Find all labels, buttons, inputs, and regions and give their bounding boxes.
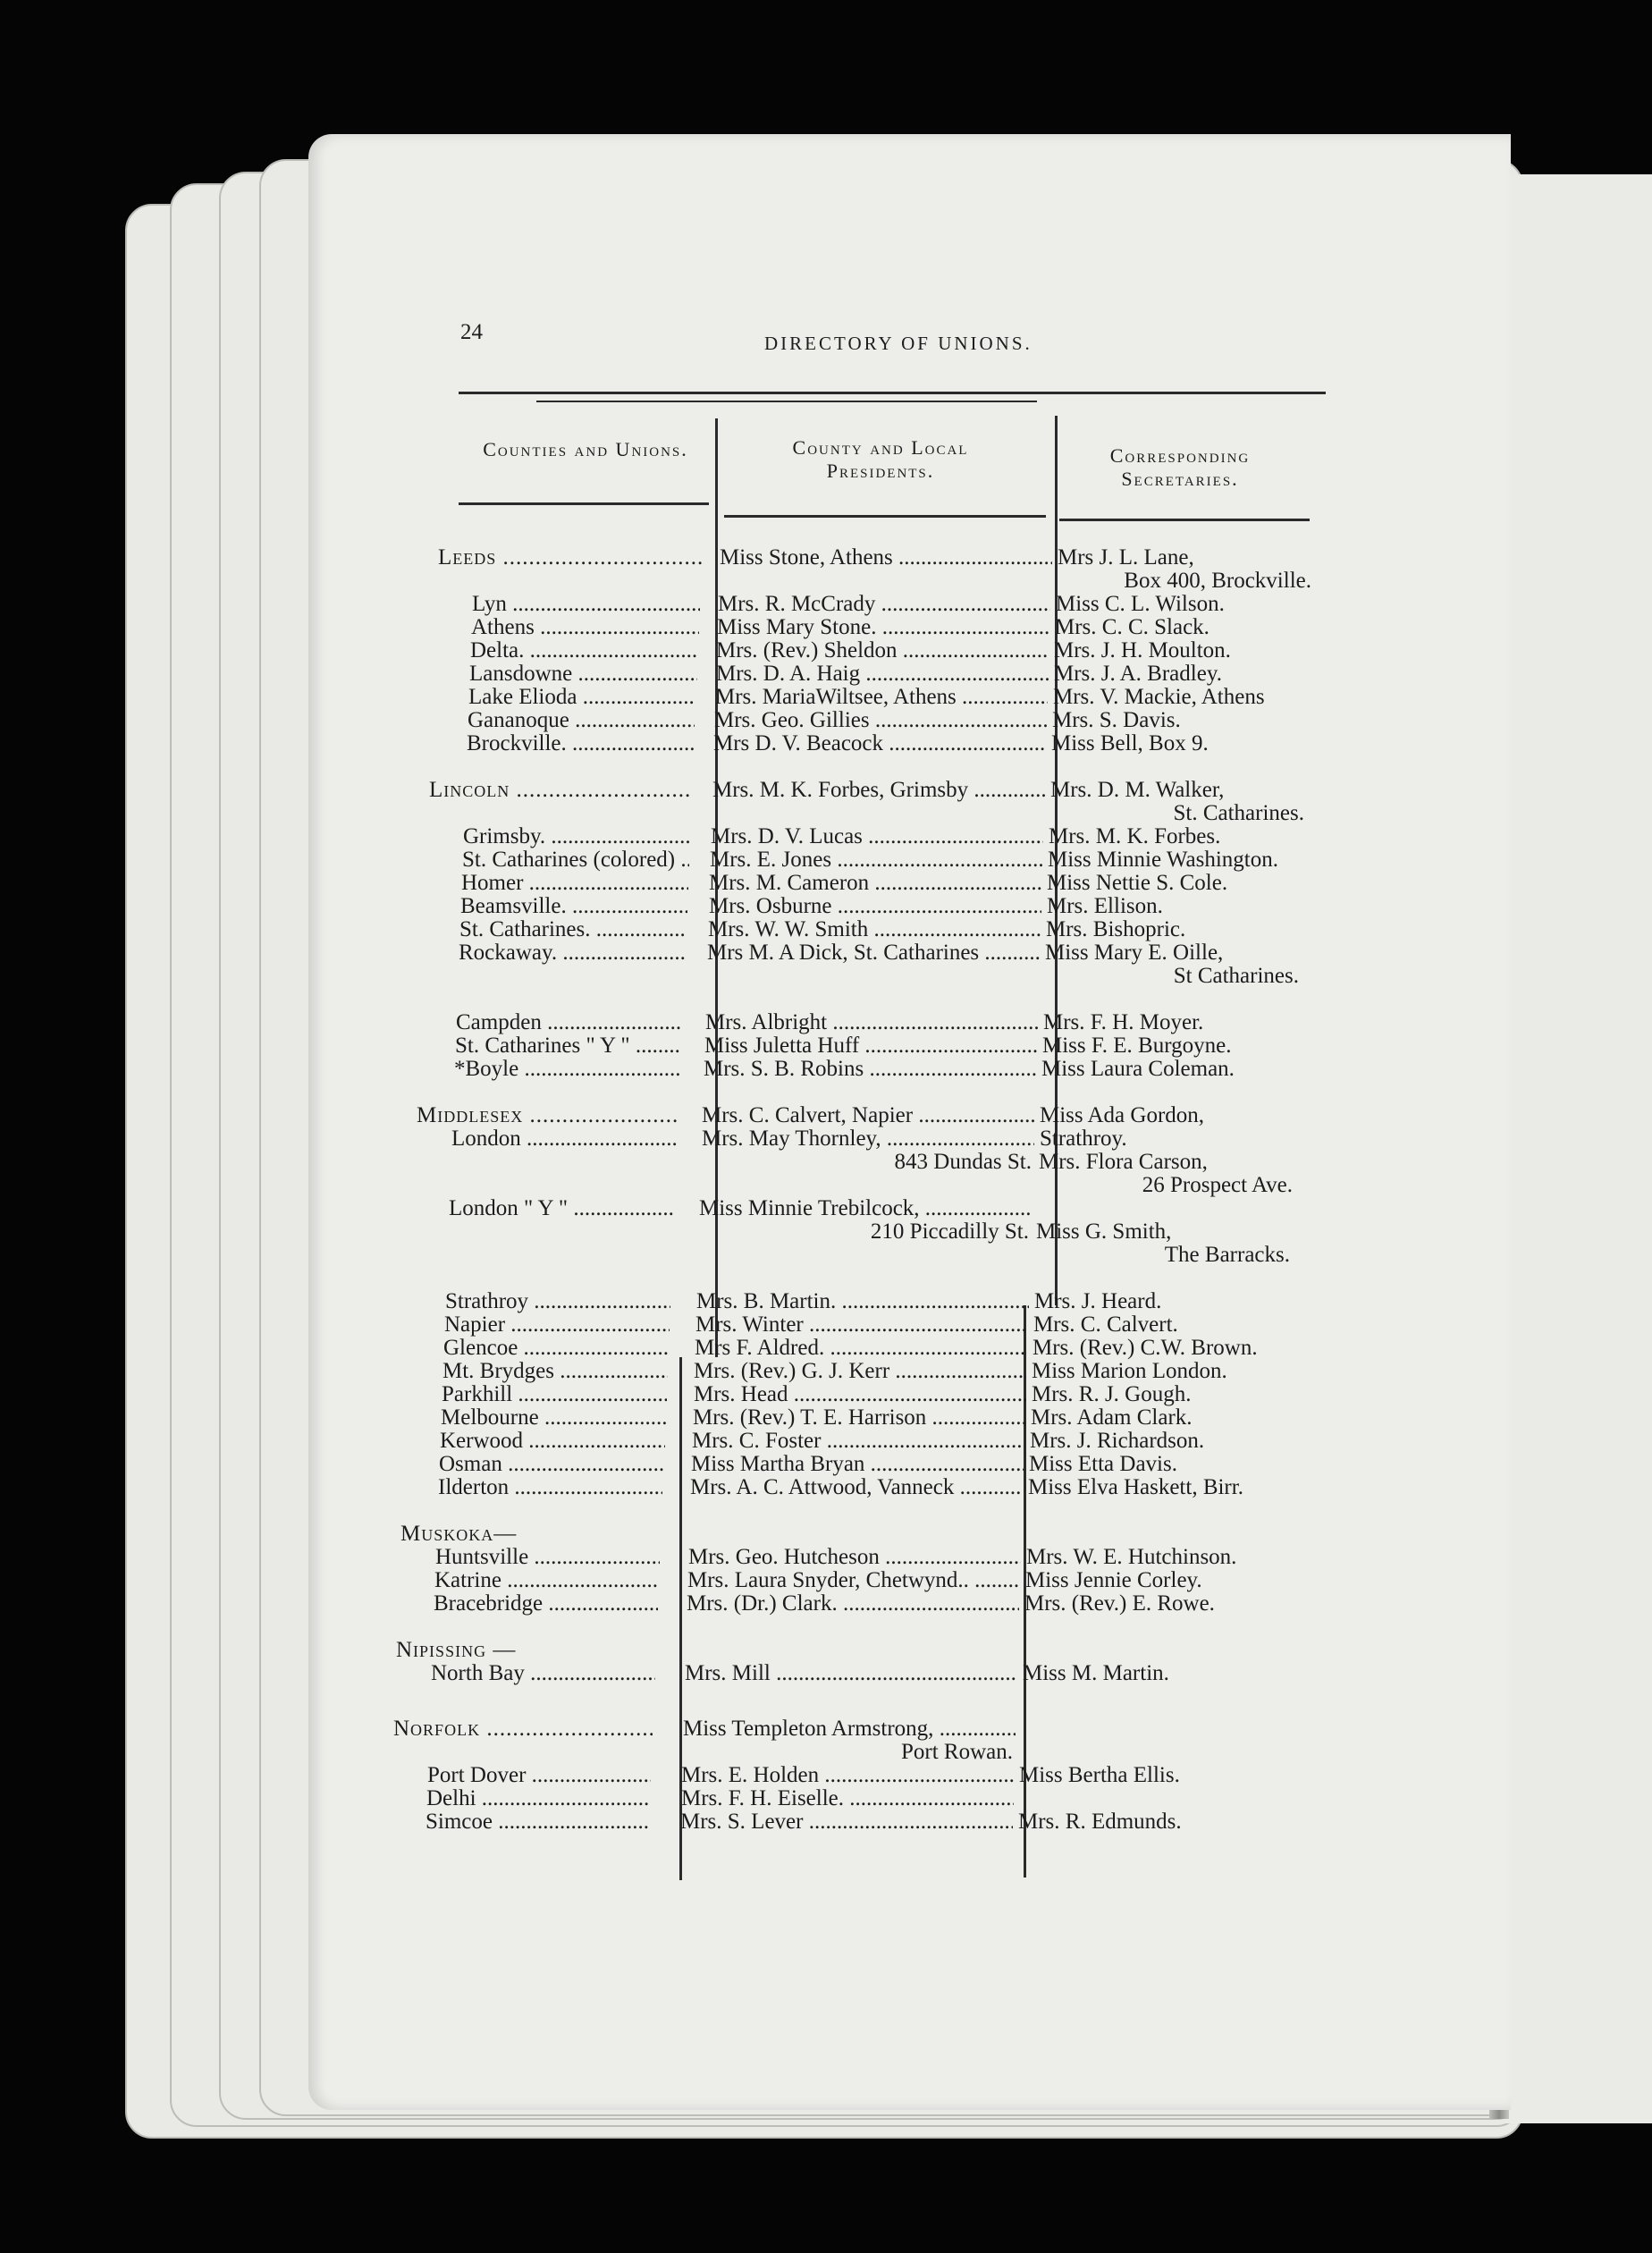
- table-row: [0, 731, 1652, 756]
- president-name: [713, 731, 1046, 756]
- table-row: [0, 1717, 1652, 1742]
- union-name: [443, 1336, 669, 1361]
- union-label: North Bay: [431, 1661, 525, 1685]
- union-label: Bracebridge: [434, 1591, 544, 1616]
- union-label: Lyn: [472, 592, 507, 616]
- president-label: Mrs. (Rev.) T. E. Harrison: [693, 1405, 927, 1430]
- secretary-name: Miss M. Martin.: [1023, 1661, 1169, 1685]
- table-row: [0, 662, 1652, 687]
- union-name: [438, 1475, 662, 1500]
- union-label: Lansdowne: [469, 662, 573, 686]
- table-row: [0, 569, 1652, 594]
- column-header-presidents-line1: County and Local: [792, 436, 969, 459]
- union-label: Beamsville.: [460, 894, 567, 918]
- union-name: [454, 1057, 680, 1082]
- president-label: Mrs. S. B. Robins: [704, 1057, 864, 1081]
- secretary-name: Miss Nettie S. Cole.: [1047, 871, 1228, 895]
- union-name: [434, 1568, 659, 1593]
- president-name: [704, 1034, 1037, 1059]
- table-row: [0, 1196, 1652, 1221]
- column-header-secretaries: [1059, 444, 1301, 491]
- secretary-name: Miss Mary E. Oille,: [1045, 941, 1224, 965]
- column-header-secretaries-line2: Secretaries.: [1121, 468, 1239, 490]
- union-name: [442, 1382, 667, 1407]
- union-label: Homer: [461, 871, 524, 895]
- union-name: [426, 1810, 649, 1835]
- president-name: [688, 1545, 1021, 1570]
- table-row: [0, 1243, 1652, 1268]
- union-label: Simcoe: [426, 1810, 493, 1834]
- president-label: Mrs. R. McCrady: [718, 592, 876, 616]
- president-name: [711, 824, 1043, 849]
- county-name: [400, 1522, 661, 1547]
- president-label: Miss Stone, Athens: [720, 545, 893, 570]
- secretary-name: Mrs. V. Mackie, Athens: [1053, 685, 1265, 709]
- table-row: [0, 1405, 1652, 1430]
- president-name: [707, 941, 1040, 966]
- table-row: [0, 1219, 1652, 1245]
- secretary-name: Miss Elva Haskett, Birr.: [1028, 1475, 1243, 1499]
- president-label: Mrs. E. Jones: [710, 848, 832, 872]
- union-label: St. Catharines.: [459, 917, 591, 941]
- table-row: [0, 1638, 1652, 1663]
- president-name: [709, 894, 1041, 919]
- table-row: [0, 638, 1652, 663]
- union-label: Port Dover: [427, 1763, 527, 1787]
- table-row: [0, 778, 1652, 803]
- table-row: [0, 801, 1652, 826]
- president-name: [717, 615, 1049, 640]
- president-label: Mrs. M. K. Forbes, Grimsby: [712, 778, 969, 802]
- president-name: [699, 1196, 1032, 1221]
- president-label: Mrs F. Aldred.: [695, 1336, 825, 1360]
- president-label: Mrs. D. A. Haig: [716, 662, 861, 686]
- table-row: [0, 1591, 1652, 1616]
- secretary-name: Miss Jennie Corley.: [1025, 1568, 1202, 1592]
- table-row: [0, 1057, 1652, 1082]
- president-name: [715, 685, 1048, 710]
- union-label: London: [451, 1126, 521, 1151]
- secretary-name: The Barracks.: [1164, 1243, 1290, 1267]
- secretary-name: Box 400, Brockville.: [1124, 569, 1311, 593]
- table-row: [0, 1126, 1652, 1152]
- table-row: [0, 917, 1652, 942]
- president-address: Port Rowan.: [901, 1740, 1013, 1764]
- president-label: Mrs. (Rev.) Sheldon: [716, 638, 898, 662]
- union-name: [463, 824, 690, 849]
- union-name: [469, 662, 697, 687]
- union-label: St. Catharines " Y ": [455, 1034, 630, 1058]
- union-label: Osman: [439, 1452, 502, 1476]
- table-row: [0, 1010, 1652, 1035]
- president-label: Miss Martha Bryan: [691, 1452, 865, 1476]
- president-name: [681, 1763, 1014, 1788]
- union-label: Lake Elioda: [468, 685, 577, 709]
- president-name: [694, 1359, 1026, 1384]
- union-name: [451, 1126, 678, 1152]
- secretary-name: Miss Bertha Ellis.: [1019, 1763, 1180, 1787]
- secretary-name: Miss G. Smith,: [1036, 1219, 1172, 1244]
- president-label: Mrs. D. V. Lucas: [711, 824, 863, 848]
- table-row: [0, 824, 1652, 849]
- secretary-name: St Catharines.: [1173, 964, 1299, 988]
- president-label: Mrs. F. H. Eiselle.: [681, 1786, 845, 1810]
- union-name: [470, 638, 698, 663]
- union-name: [445, 1289, 670, 1314]
- top-rule: [459, 392, 1326, 394]
- union-name: [459, 941, 685, 966]
- union-label: Huntsville: [435, 1545, 529, 1569]
- secretary-name: Mrs. R. J. Gough.: [1032, 1382, 1192, 1406]
- table-row: [0, 1740, 1652, 1765]
- secretary-name: 26 Prospect Ave.: [1142, 1173, 1293, 1197]
- president-label: Mrs. MariaWiltsee, Athens: [715, 685, 957, 709]
- president-name: [691, 1452, 1024, 1477]
- county-name: [417, 1103, 678, 1128]
- president-label: Mrs. (Rev.) G. J. Kerr: [694, 1359, 890, 1383]
- table-row: [0, 1336, 1652, 1361]
- table-row: [0, 1452, 1652, 1477]
- president-name: [687, 1591, 1019, 1616]
- president-label: Mrs. M. Cameron: [709, 871, 870, 895]
- president-name: [680, 1810, 1013, 1835]
- president-label: Mrs. Head: [694, 1382, 788, 1406]
- union-name: [431, 1661, 655, 1686]
- table-row: [0, 1173, 1652, 1198]
- header-underline: [724, 515, 1046, 518]
- president-name: [702, 1103, 1034, 1128]
- table-row: [0, 1661, 1652, 1686]
- secretary-name: Miss Etta Davis.: [1029, 1452, 1177, 1476]
- president-label: Mrs. (Dr.) Clark.: [687, 1591, 838, 1616]
- county-name: [393, 1717, 653, 1742]
- president-name: [690, 1475, 1023, 1500]
- president-name: [709, 871, 1041, 896]
- president-label: Mrs. B. Martin.: [696, 1289, 837, 1313]
- secretary-name: Strathroy.: [1040, 1126, 1127, 1151]
- union-label: *Boyle: [454, 1057, 519, 1081]
- table-row: [0, 964, 1652, 989]
- union-name: [467, 731, 694, 756]
- union-label: Parkhill: [442, 1382, 513, 1406]
- table-row: [0, 848, 1652, 873]
- header-underline: [1059, 519, 1310, 521]
- secretary-name: Mrs. J. H. Moulton.: [1054, 638, 1231, 662]
- running-head: DIRECTORY OF UNIONS.: [764, 333, 1032, 354]
- union-label: Brockville.: [467, 731, 567, 755]
- union-name: [472, 592, 700, 617]
- president-name: [708, 917, 1041, 942]
- president-label: Mrs. S. Lever: [680, 1810, 804, 1834]
- secretary-name: Miss Ada Gordon,: [1040, 1103, 1205, 1127]
- secretary-name: Mrs. S. Davis.: [1052, 708, 1181, 732]
- secretary-name: Mrs. Bishopric.: [1046, 917, 1186, 941]
- secretary-name: Mrs. W. E. Hutchinson.: [1026, 1545, 1237, 1569]
- header-underline: [459, 502, 709, 505]
- president-label: Mrs. Albright: [705, 1010, 828, 1034]
- president-name: [694, 1382, 1026, 1407]
- secretary-name: Mrs. R. Edmunds.: [1018, 1810, 1182, 1834]
- column-header-unions: Counties and Unions.: [483, 438, 688, 460]
- union-name: [440, 1429, 665, 1454]
- table-row: [0, 1034, 1652, 1059]
- secretary-name: Miss F. E. Burgoyne.: [1042, 1034, 1232, 1058]
- top-rule-thin: [536, 401, 1037, 402]
- president-address: 843 Dundas St.: [894, 1150, 1032, 1174]
- table-row: [0, 1763, 1652, 1788]
- president-name: [705, 1010, 1038, 1035]
- union-label: Middlesex: [417, 1103, 524, 1127]
- secretary-name: Mrs. C. C. Slack.: [1055, 615, 1210, 639]
- union-name: [439, 1452, 663, 1477]
- table-row: [0, 1150, 1652, 1175]
- union-label: Katrine: [434, 1568, 502, 1592]
- president-label: Mrs. E. Holden: [681, 1763, 820, 1787]
- table-row: [0, 1568, 1652, 1593]
- secretary-name: St. Catharines.: [1173, 801, 1304, 825]
- table-row: [0, 708, 1652, 733]
- secretary-name: Mrs J. L. Lane,: [1058, 545, 1194, 570]
- president-label: Mrs. C. Foster: [692, 1429, 822, 1453]
- president-name: [693, 1405, 1025, 1430]
- table-row: [0, 545, 1652, 570]
- union-name: [471, 615, 699, 640]
- president-name: [695, 1336, 1027, 1361]
- union-label: Leeds: [438, 545, 497, 570]
- secretary-name: Miss Bell, Box 9.: [1051, 731, 1209, 755]
- secretary-name: Mrs. J. A. Bradley.: [1054, 662, 1222, 686]
- table-row: [0, 1810, 1652, 1835]
- union-label: Kerwood: [440, 1429, 524, 1453]
- union-label: Athens: [471, 615, 535, 639]
- union-label: Glencoe: [443, 1336, 518, 1360]
- union-label: Delhi: [426, 1786, 476, 1810]
- union-label: Grimsby.: [463, 824, 546, 848]
- column-header-secretaries-line1: Corresponding: [1109, 444, 1251, 467]
- page-number: 24: [460, 320, 483, 344]
- president-label: Mrs D. V. Beacock: [713, 731, 884, 755]
- president-label: Mrs M. A Dick, St. Catharines: [707, 941, 980, 965]
- president-label: Mrs. C. Calvert, Napier: [702, 1103, 914, 1127]
- table-row: [0, 1475, 1652, 1500]
- president-label: Miss Juletta Huff: [704, 1034, 860, 1058]
- union-label: Campden: [456, 1010, 542, 1034]
- union-name: [441, 1405, 666, 1430]
- president-label: Mrs. Osburne: [709, 894, 832, 918]
- president-label: Miss Minnie Trebilcock,: [699, 1196, 920, 1220]
- union-name: [459, 917, 687, 942]
- table-row: [0, 894, 1652, 919]
- column-header-presidents: [724, 436, 1037, 483]
- union-name: [426, 1786, 650, 1811]
- table-row: [0, 941, 1652, 966]
- union-label: Muskoka—: [400, 1522, 518, 1546]
- table-row: [0, 871, 1652, 896]
- union-name: [455, 1034, 681, 1059]
- union-name: [444, 1312, 670, 1337]
- union-label: Napier: [444, 1312, 506, 1337]
- president-name: [685, 1661, 1017, 1686]
- president-address: 210 Piccadilly St.: [870, 1219, 1029, 1244]
- union-label: Strathroy: [445, 1289, 529, 1313]
- table-row: [0, 1382, 1652, 1407]
- president-label: Miss Templeton Armstrong,: [683, 1717, 934, 1741]
- secretary-name: Miss Minnie Washington.: [1048, 848, 1278, 872]
- table-row: [0, 685, 1652, 710]
- secretary-name: Miss C. L. Wilson.: [1056, 592, 1225, 616]
- table-row: [0, 1103, 1652, 1128]
- union-name: [460, 894, 687, 919]
- secretary-name: Mrs. D. M. Walker,: [1050, 778, 1225, 802]
- county-name: [438, 545, 702, 570]
- county-name: [429, 778, 692, 803]
- president-label: Mrs. Geo. Hutcheson: [688, 1545, 880, 1569]
- president-name: [716, 662, 1049, 687]
- table-row: [0, 1312, 1652, 1337]
- union-label: Delta.: [470, 638, 525, 662]
- president-name: [681, 1786, 1014, 1811]
- union-name: [461, 871, 688, 896]
- president-label: Mrs. May Thornley,: [702, 1126, 881, 1151]
- table-row: [0, 1359, 1652, 1384]
- president-name: [687, 1568, 1020, 1593]
- president-name: [716, 638, 1049, 663]
- union-name: [468, 685, 695, 710]
- union-name: [427, 1763, 651, 1788]
- secretary-name: Miss Laura Coleman.: [1041, 1057, 1235, 1081]
- president-label: Mrs. Geo. Gillies: [714, 708, 870, 732]
- union-label: Gananoque: [468, 708, 569, 732]
- president-label: Miss Mary Stone.: [717, 615, 877, 639]
- president-name: [720, 545, 1052, 570]
- table-row: [0, 1522, 1652, 1547]
- union-label: Rockaway.: [459, 941, 558, 965]
- secretary-name: Mrs. (Rev.) E. Rowe.: [1024, 1591, 1215, 1616]
- table-row: [0, 1429, 1652, 1454]
- secretary-name: Mrs. F. H. Moyer.: [1043, 1010, 1204, 1034]
- table-row: [0, 1786, 1652, 1811]
- president-name: [696, 1289, 1029, 1314]
- secretary-name: Mrs. Flora Carson,: [1039, 1150, 1208, 1174]
- union-name: [435, 1545, 660, 1570]
- president-label: Mrs. Mill: [685, 1661, 771, 1685]
- table-row: [0, 1289, 1652, 1314]
- union-name: [434, 1591, 658, 1616]
- president-name: [718, 592, 1050, 617]
- union-label: London " Y ": [449, 1196, 569, 1220]
- president-name: [704, 1057, 1036, 1082]
- union-label: Ilderton: [438, 1475, 510, 1499]
- secretary-name: Mrs. Adam Clark.: [1031, 1405, 1193, 1430]
- union-name: [456, 1010, 682, 1035]
- union-label: St. Catharines (colored): [462, 848, 676, 872]
- union-label: Nipissing —: [396, 1638, 517, 1662]
- president-label: Mrs. Winter: [695, 1312, 804, 1337]
- secretary-name: Miss Marion London.: [1032, 1359, 1227, 1383]
- president-label: Mrs. A. C. Attwood, Vanneck: [690, 1475, 955, 1499]
- president-label: Mrs. W. W. Smith: [708, 917, 869, 941]
- union-name: [468, 708, 695, 733]
- president-name: [692, 1429, 1024, 1454]
- president-name: [702, 1126, 1034, 1152]
- table-row: [0, 592, 1652, 617]
- union-label: Norfolk: [393, 1717, 481, 1741]
- president-name: [695, 1312, 1028, 1337]
- table-row: [0, 1545, 1652, 1570]
- president-name: [710, 848, 1042, 873]
- secretary-name: Mrs. Ellison.: [1047, 894, 1163, 918]
- president-name: [712, 778, 1045, 803]
- president-name: [683, 1717, 1016, 1742]
- union-label: Mt. Brydges: [442, 1359, 554, 1383]
- secretary-name: Mrs. (Rev.) C.W. Brown.: [1032, 1336, 1258, 1360]
- secretary-name: Mrs. M. K. Forbes.: [1049, 824, 1221, 848]
- secretary-name: Mrs. J. Richardson.: [1030, 1429, 1205, 1453]
- union-label: Lincoln: [429, 778, 510, 802]
- union-name: [442, 1359, 668, 1384]
- county-name: [396, 1638, 656, 1663]
- table-row: [0, 615, 1652, 640]
- union-name: [462, 848, 689, 873]
- union-label: Melbourne: [441, 1405, 539, 1430]
- union-name: [449, 1196, 674, 1221]
- secretary-name: Mrs. C. Calvert.: [1033, 1312, 1178, 1337]
- president-label: Mrs. Laura Snyder, Chetwynd..: [687, 1568, 969, 1592]
- secretary-name: Mrs. J. Heard.: [1034, 1289, 1162, 1313]
- president-name: [714, 708, 1047, 733]
- column-header-presidents-line2: Presidents.: [826, 460, 935, 482]
